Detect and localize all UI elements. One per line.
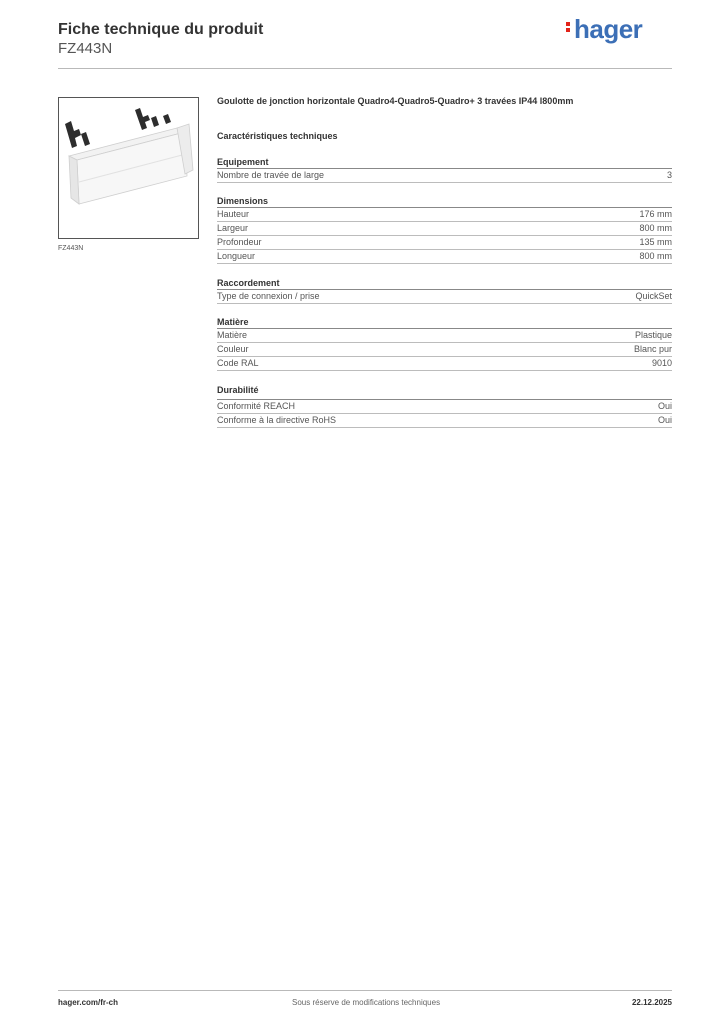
spec-label: Code RAL [217, 358, 259, 368]
spec-label: Nombre de travée de large [217, 170, 325, 180]
footer-website-link[interactable]: hager.com/fr-ch [58, 998, 119, 1007]
spec-label: Couleur [217, 344, 249, 354]
footer-date: 22.12.2025 [631, 998, 672, 1007]
spec-value: 800 mm [639, 223, 672, 233]
page-title: Fiche technique du produit [58, 21, 264, 38]
spec-row [217, 222, 672, 236]
logo-dots-icon [566, 20, 572, 34]
spec-label: Matière [217, 330, 248, 340]
section-title-dimensions: Dimensions [217, 196, 269, 206]
logo-text: hager [574, 14, 643, 44]
spec-value: QuickSet [635, 291, 672, 301]
spec-value: Plastique [634, 330, 672, 340]
spec-label: Type de connexion / prise [217, 291, 320, 301]
spec-row [217, 250, 672, 264]
spec-row [217, 329, 672, 343]
spec-row [217, 414, 672, 428]
spec-label: Largeur [217, 223, 249, 233]
spec-label: Longueur [217, 251, 256, 261]
spec-value: Blanc pur [633, 344, 672, 354]
specs-heading: Caractéristiques techniques [217, 131, 338, 141]
hager-logo [566, 14, 642, 45]
section-title-durabilite: Durabilité [217, 385, 259, 395]
section-title-matiere: Matière [217, 317, 249, 327]
spec-row [217, 343, 672, 357]
spec-value: 3 [666, 170, 672, 180]
section-title-equipement: Equipement [217, 157, 269, 167]
cable-duct-illustration [59, 98, 198, 238]
spec-label: Conforme à la directive RoHS [217, 415, 337, 425]
spec-label: Profondeur [217, 237, 262, 247]
spec-label: Conformité REACH [217, 401, 296, 411]
spec-value: 135 mm [639, 237, 672, 247]
product-description: Goulotte de jonction horizontale Quadro4-Quadro5-Quadro+ 3 travées IP44 l800mm [217, 96, 574, 106]
header-divider [58, 68, 672, 69]
spec-row [217, 357, 672, 371]
footer-divider [58, 990, 672, 991]
spec-row [217, 208, 672, 222]
product-image [58, 97, 199, 239]
section-title-raccordement: Raccordement [217, 278, 280, 288]
spec-value: Oui [657, 401, 672, 411]
spec-value: Oui [657, 415, 672, 425]
spec-row [217, 290, 672, 304]
spec-row [217, 400, 672, 414]
spec-row [217, 169, 672, 183]
image-caption: FZ443N [58, 245, 84, 252]
spec-label: Hauteur [217, 209, 250, 219]
spec-value: 9010 [651, 358, 672, 368]
product-code: FZ443N [58, 40, 113, 57]
spec-value: 800 mm [639, 251, 672, 261]
spec-value: 176 mm [639, 209, 672, 219]
spec-row [217, 236, 672, 250]
footer-notice: Sous réserve de modifications techniques [292, 998, 441, 1007]
